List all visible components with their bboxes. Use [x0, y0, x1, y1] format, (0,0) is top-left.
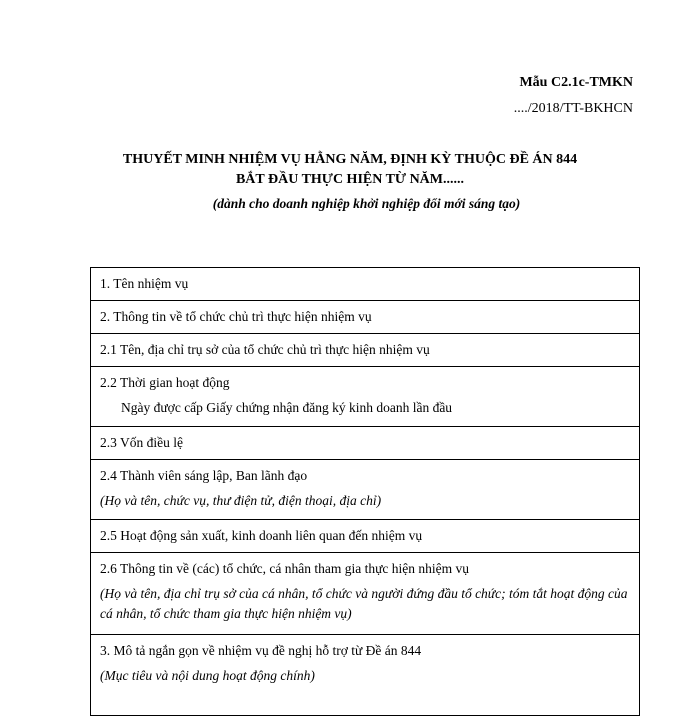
form-row-task-description: [91, 635, 639, 715]
form-row-founders: [91, 460, 639, 520]
row-label: 2.2 Thời gian hoạt động: [100, 375, 230, 390]
row-label: 3. Mô tả ngắn gọn về nhiệm vụ đề nghị hỗ trợ từ Đề án 844: [100, 643, 422, 658]
row-label: 2.3 Vốn điều lệ: [100, 435, 183, 450]
row-note: (Họ và tên, chức vụ, thư điện tử, điện thoại, địa chỉ): [100, 493, 382, 508]
form-row-task-name: [91, 268, 639, 301]
row-label: 2.4 Thành viên sáng lập, Ban lãnh đạo: [100, 468, 308, 483]
document-subtitle: (dành cho doanh nghiệp khởi nghiệp đổi mới sáng tạo): [212, 196, 521, 211]
circular-number: ..../2018/TT-BKHCN: [513, 101, 633, 116]
document-title-line-1: THUYẾT MINH NHIỆM VỤ HẰNG NĂM, ĐỊNH KỲ THUỘC ĐỀ ÁN 844: [122, 152, 578, 167]
row-note: (Họ và tên, địa chỉ trụ sở của cá nhân, tổ chức và người đứng đầu tổ chức; tóm tắt hoạt động của cá nhân, tổ chức tham gia thực hiện nhiệm vụ): [100, 586, 628, 621]
form-row-operation-time: [91, 367, 639, 427]
form-row-name-address: [91, 334, 639, 367]
form-row-charter-capital: [91, 427, 639, 460]
form-table: [90, 267, 640, 716]
document-title-line-2: BẮT ĐẦU THỰC HIỆN TỪ NĂM......: [235, 172, 465, 187]
row-label: 2.6 Thông tin về (các) tổ chức, cá nhân tham gia thực hiện nhiệm vụ: [100, 561, 470, 576]
row-label: 2.5 Hoạt động sản xuất, kinh doanh liên quan đến nhiệm vụ: [100, 528, 423, 543]
row-label: 2. Thông tin về tổ chức chủ trì thực hiện nhiệm vụ: [100, 309, 372, 324]
row-label: 1. Tên nhiệm vụ: [100, 276, 189, 291]
row-note: (Mục tiêu và nội dung hoạt động chính): [100, 668, 315, 683]
row-sublabel: Ngày được cấp Giấy chứng nhận đăng ký kinh doanh lần đầu: [121, 400, 453, 415]
form-row-participants: [91, 553, 639, 635]
form-code: Mẫu C2.1c-TMKN: [519, 75, 633, 90]
form-row-business-activities: [91, 520, 639, 553]
row-label: 2.1 Tên, địa chỉ trụ sở của tổ chức chủ trì thực hiện nhiệm vụ: [100, 342, 430, 357]
form-row-host-organization: [91, 301, 639, 334]
